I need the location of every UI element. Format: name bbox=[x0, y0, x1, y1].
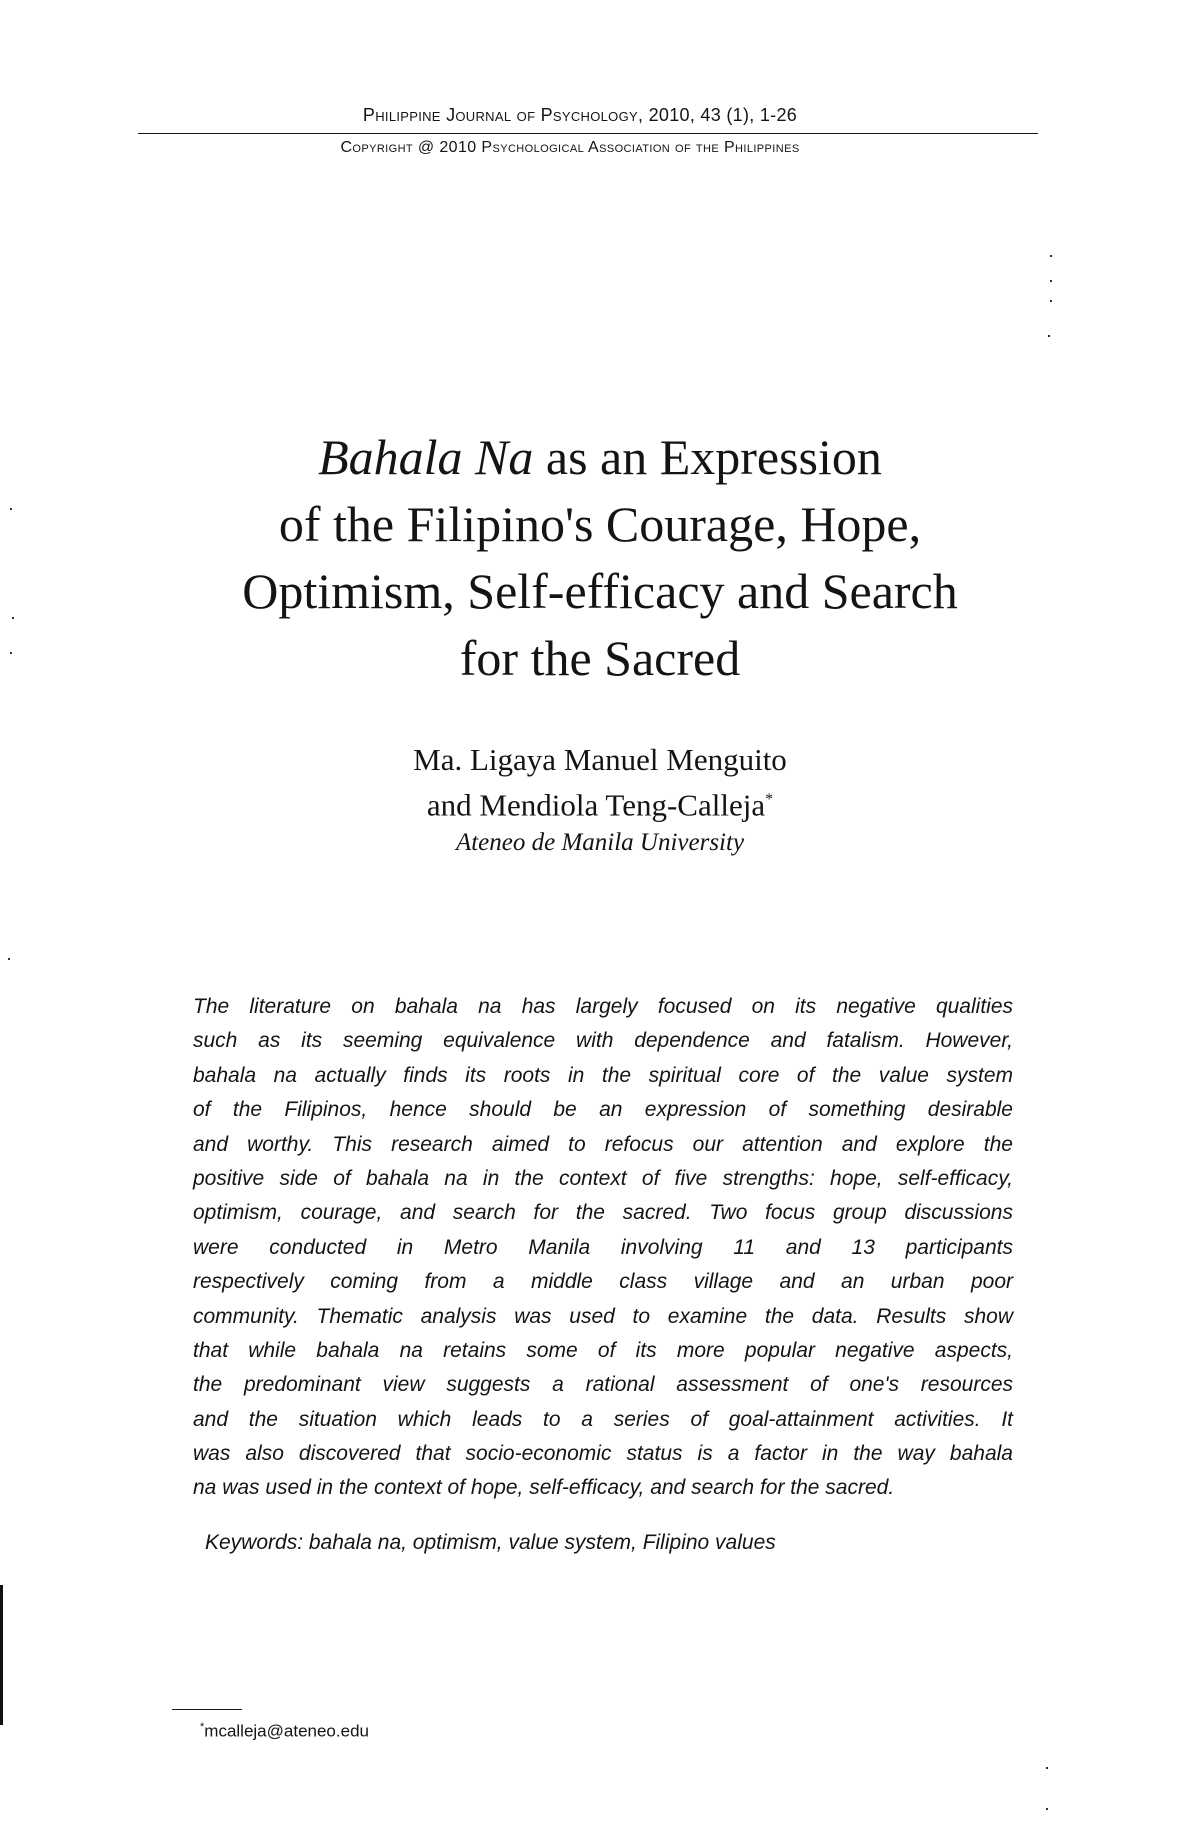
keywords: Keywords: bahala na, optimism, value system, Filipino values bbox=[205, 1531, 776, 1554]
abstract-line: that while bahala na retains some of its more popular negative aspects, bbox=[193, 1338, 1013, 1362]
scan-speck bbox=[1050, 280, 1052, 282]
scan-speck bbox=[1048, 335, 1050, 337]
abstract-line: community. Thematic analysis was used to examine the data. Results show bbox=[193, 1304, 1013, 1328]
abstract-line: na was used in the context of hope, self-efficacy, and search for the sacred. bbox=[193, 1476, 895, 1500]
footnote-rule bbox=[172, 1709, 242, 1710]
abstract-line: were conducted in Metro Manila involving 11 and 13 participants bbox=[193, 1235, 1013, 1259]
title-line-2: of the Filipino's Courage, Hope, bbox=[278, 496, 922, 552]
scan-speck bbox=[1050, 300, 1052, 302]
author-line-2-text: and Mendiola Teng-Calleja bbox=[426, 787, 766, 823]
scan-speck bbox=[1050, 255, 1052, 257]
footnote bbox=[200, 1716, 369, 1743]
scan-binding-edge bbox=[0, 1585, 3, 1725]
title-line-3: Optimism, Self-efficacy and Search bbox=[242, 563, 958, 619]
scan-speck bbox=[1046, 1767, 1048, 1769]
abstract-line: The literature on bahala na has largely focused on its negative qualities bbox=[193, 995, 1013, 1018]
copyright-line: Copyright @ 2010 Psychological Association of the Philippines bbox=[340, 139, 800, 156]
title-line-1 bbox=[150, 424, 1050, 491]
abstract-line: such as its seeming equivalence with dependence and fatalism. However, bbox=[193, 1029, 1013, 1053]
abstract-line: respectively coming from a middle class village and an urban poor bbox=[193, 1270, 1013, 1294]
scan-speck bbox=[10, 508, 12, 510]
scan-speck bbox=[8, 958, 10, 960]
abstract-line: bahala na actually finds its roots in the spiritual core of the value system bbox=[193, 1063, 1013, 1087]
running-head: Philippine Journal of Psychology, 2010, 43 (1), 1-26 bbox=[362, 105, 798, 125]
scan-speck bbox=[1046, 1808, 1048, 1810]
article-title bbox=[150, 424, 1050, 692]
abstract-line: and the situation which leads to a series of goal-attainment activities. It bbox=[193, 1407, 1013, 1431]
abstract-line: positive side of bahala na in the context of five strengths: hope, self-efficacy, bbox=[193, 1166, 1013, 1190]
scan-speck bbox=[12, 617, 14, 619]
abstract-line: optimism, courage, and search for the sacred. Two focus group discussions bbox=[193, 1201, 1013, 1225]
scan-speck bbox=[10, 652, 12, 654]
footnote-marker: * bbox=[200, 1721, 205, 1733]
author-line-2 bbox=[200, 780, 1000, 825]
abstract-line: of the Filipinos, hence should be an expression of something desirable bbox=[193, 1098, 1013, 1122]
author-affiliation: Ateneo de Manila University bbox=[455, 829, 745, 856]
title-line-1-rest: as an Expression bbox=[533, 429, 882, 485]
header-rule bbox=[138, 133, 1038, 134]
author-block bbox=[200, 740, 1000, 825]
author-footnote-marker: * bbox=[765, 791, 774, 808]
author-line-1: Ma. Ligaya Manuel Menguito bbox=[413, 742, 787, 777]
title-line-4: for the Sacred bbox=[459, 630, 741, 686]
abstract-line: and worthy. This research aimed to refocus our attention and explore the bbox=[193, 1132, 1013, 1156]
abstract-line: the predominant view suggests a rational assessment of one's resources bbox=[193, 1373, 1013, 1397]
abstract bbox=[193, 990, 1013, 1506]
title-italic-term: Bahala Na bbox=[318, 429, 534, 485]
abstract-line: was also discovered that socio-economic status is a factor in the way bahala bbox=[193, 1442, 1013, 1466]
footnote-email: mcalleja@ateneo.edu bbox=[204, 1721, 369, 1741]
